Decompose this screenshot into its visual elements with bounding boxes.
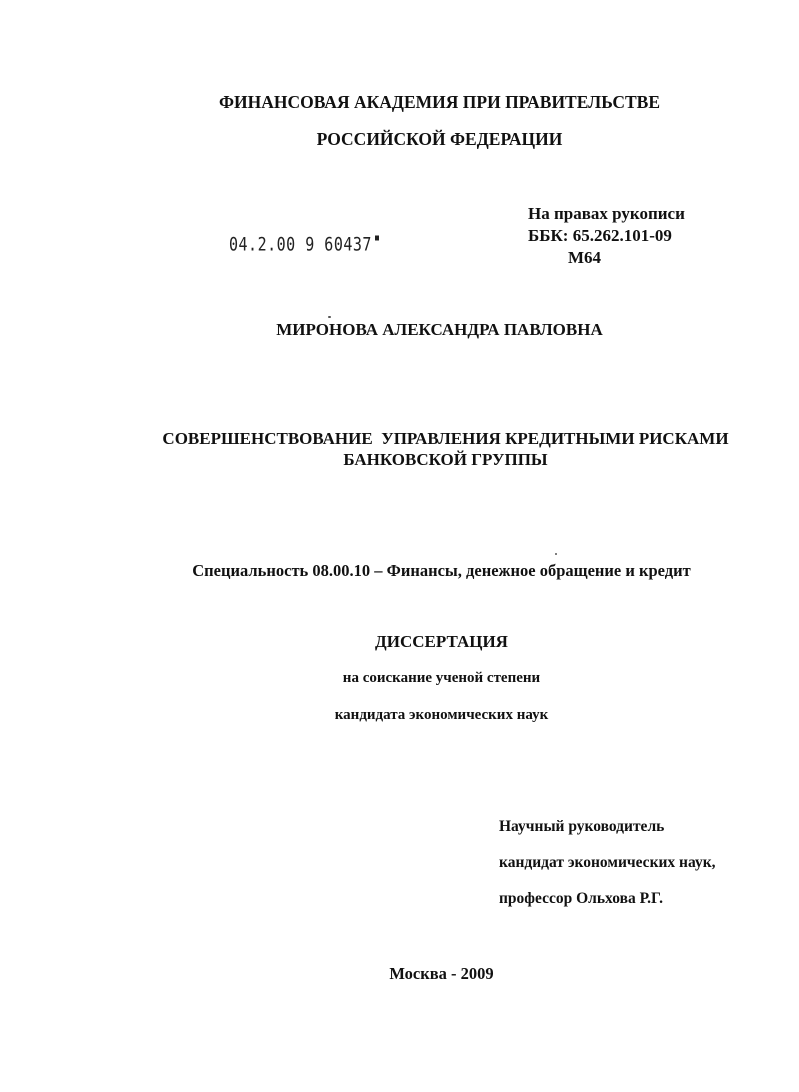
dissertation-title-line-1: СОВЕРШЕНСТВОВАНИЕ УПРАВЛЕНИЯ КРЕДИТНЫМИ РИСКАМИ <box>162 429 729 448</box>
manuscript-rights-label: На правах рукописи <box>528 204 685 223</box>
scan-speck <box>328 316 331 318</box>
degree-purpose-line-1: на соискание ученой степени <box>342 670 541 686</box>
dissertation-title-line-2: БАНКОВСКОЙ ГРУППЫ <box>343 450 548 469</box>
scan-speck <box>555 553 557 555</box>
archive-stamp-number: 04.2.00 9 60437 <box>229 233 372 256</box>
degree-purpose-line-2: кандидата экономических наук <box>334 707 549 723</box>
supervisor-degree: кандидат экономических наук, <box>499 854 716 871</box>
specialty-line: Специальность 08.00.10 – Финансы, денежное обращение и кредит <box>192 561 691 580</box>
author-name: МИРОНОВА АЛЕКСАНДРА ПАВЛОВНА <box>276 320 603 339</box>
supervisor-label: Научный руководитель <box>499 818 665 835</box>
academy-name-line-1: ФИНАНСОВАЯ АКАДЕМИЯ ПРИ ПРАВИТЕЛЬСТВЕ <box>218 92 660 112</box>
author-mark-code: М64 <box>568 248 602 267</box>
archive-stamp <box>229 233 379 256</box>
bbk-code: ББК: 65.262.101-09 <box>528 226 672 245</box>
academy-name-line-2: РОССИЙСКОЙ ФЕДЕРАЦИИ <box>316 129 563 149</box>
dissertation-label: ДИССЕРТАЦИЯ <box>375 632 508 651</box>
stamp-mark <box>375 236 379 241</box>
supervisor-name: профессор Ольхова Р.Г. <box>499 890 663 907</box>
city-year: Москва - 2009 <box>389 964 494 983</box>
